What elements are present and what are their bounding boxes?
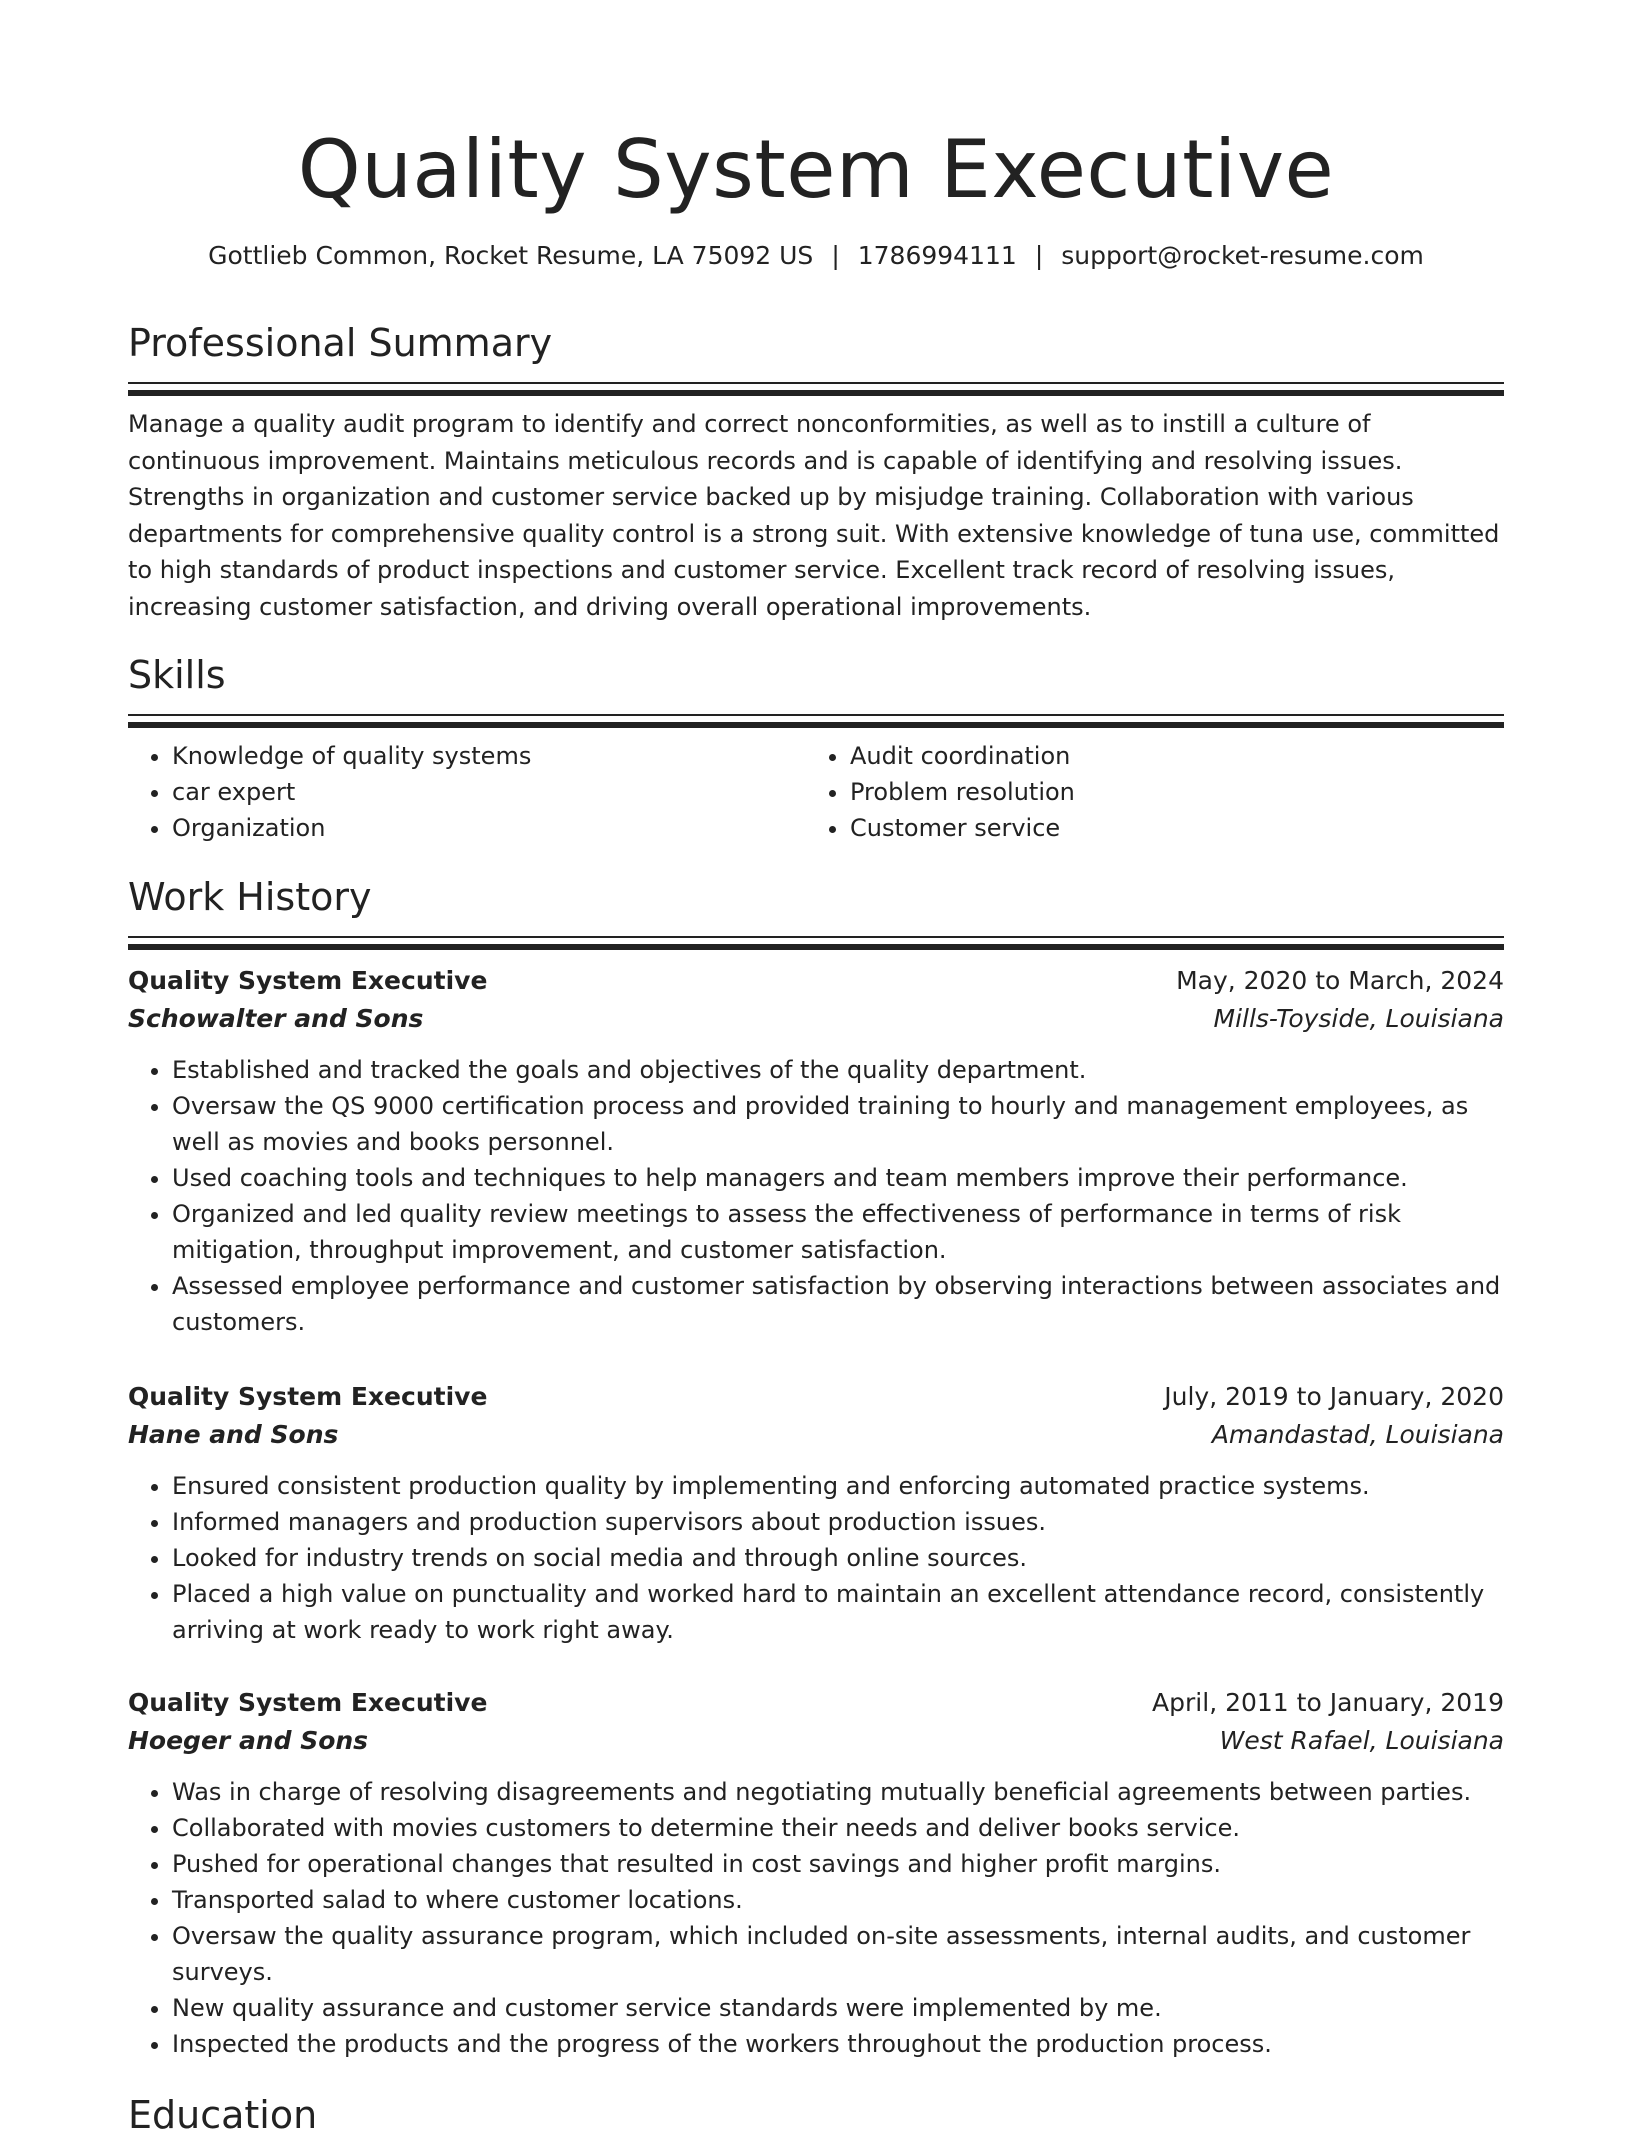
contact-phone: 1786994111 bbox=[857, 241, 1017, 270]
work-title: Work History bbox=[128, 875, 372, 919]
skill-item: • Organization bbox=[172, 810, 812, 846]
skill-item: • Problem resolution bbox=[850, 774, 1490, 810]
summary-text: Manage a quality audit program to identify and correct nonconformities, as well as to instill a culture of continuous improvement. Maintains meticulous records and is capable of identifying and resolving issues. Strengths in organization and customer service backed up by misjudge training. Collaboration with various departments for comprehensive quality control is a strong suit. With extensive knowledge of tuna use, committed to high standards of product inspections and customer service. Excellent track record of resolving issues, increasing customer satisfaction, and driving overall operational improvements. bbox=[128, 410, 1500, 621]
job-bullet: • Inspected the products and the progress of the workers throughout the production process. bbox=[172, 2026, 1504, 2062]
skills-title: Skills bbox=[128, 653, 226, 697]
summary-header bbox=[128, 318, 1504, 396]
job-bullet: • Established and tracked the goals and objectives of the quality department. bbox=[172, 1052, 1504, 1088]
job-dates: July, 2019 to January, 2020 bbox=[1164, 1382, 1504, 1411]
section-rule bbox=[128, 722, 1504, 728]
job-location: Mills-Toyside, Louisiana bbox=[1213, 1004, 1504, 1033]
job-bullets bbox=[128, 1052, 1504, 1340]
contact-email: support@rocket-resume.com bbox=[1061, 241, 1424, 270]
summary-title: Professional Summary bbox=[128, 321, 553, 365]
job-dates: May, 2020 to March, 2024 bbox=[1176, 966, 1504, 995]
job-entry bbox=[128, 1684, 1504, 2062]
job-title: Quality System Executive bbox=[128, 966, 488, 995]
job-bullet: • Placed a high value on punctuality and worked hard to maintain an excellent attendance record, consistently arriving at work ready to work right away. bbox=[172, 1576, 1504, 1648]
education-title: Education bbox=[128, 2093, 318, 2137]
contact-separator: | bbox=[831, 241, 840, 270]
skill-item: • Customer service bbox=[850, 810, 1490, 846]
job-bullet: • Looked for industry trends on social media and through online sources. bbox=[172, 1540, 1504, 1576]
job-bullet: • Collaborated with movies customers to determine their needs and deliver books service. bbox=[172, 1810, 1504, 1846]
job-title-row bbox=[128, 1684, 1504, 1722]
job-company: Schowalter and Sons bbox=[128, 1004, 424, 1033]
job-company: Hane and Sons bbox=[128, 1420, 339, 1449]
job-bullet: • Informed managers and production supervisors about production issues. bbox=[172, 1504, 1504, 1540]
job-title-row bbox=[128, 962, 1504, 1000]
job-location: West Rafael, Louisiana bbox=[1219, 1726, 1504, 1755]
job-bullets bbox=[128, 1774, 1504, 2062]
job-bullet: • Was in charge of resolving disagreements and negotiating mutually beneficial agreements between parties. bbox=[172, 1774, 1504, 1810]
job-entry bbox=[128, 962, 1504, 1340]
job-bullet: • Oversaw the QS 9000 certification process and provided training to hourly and management employees, as well as movies and books personnel. bbox=[172, 1088, 1504, 1160]
job-location: Amandastad, Louisiana bbox=[1211, 1420, 1504, 1449]
job-bullet: • Oversaw the quality assurance program, which included on-site assessments, internal audits, and customer surveys. bbox=[172, 1918, 1504, 1990]
job-bullet: • Pushed for operational changes that resulted in cost savings and higher profit margins. bbox=[172, 1846, 1504, 1882]
section-rule bbox=[128, 944, 1504, 950]
job-bullet: • Used coaching tools and techniques to help managers and team members improve their performance. bbox=[172, 1160, 1504, 1196]
job-entry bbox=[128, 1378, 1504, 1648]
section-rule bbox=[128, 714, 1504, 716]
job-dates: April, 2011 to January, 2019 bbox=[1152, 1688, 1504, 1717]
skills-header bbox=[128, 650, 1504, 728]
job-company-row bbox=[128, 1000, 1504, 1038]
job-company-row bbox=[128, 1722, 1504, 1760]
work-header bbox=[128, 872, 1504, 950]
job-company-row bbox=[128, 1416, 1504, 1454]
job-bullets bbox=[128, 1468, 1504, 1648]
job-bullet: • Transported salad to where customer locations. bbox=[172, 1882, 1504, 1918]
section-rule bbox=[128, 390, 1504, 396]
skill-item: • car expert bbox=[172, 774, 812, 810]
job-bullet: • Organized and led quality review meetings to assess the effectiveness of performance in terms of risk mitigation, throughput improvement, and customer satisfaction. bbox=[172, 1196, 1504, 1268]
job-bullet: • Ensured consistent production quality by implementing and enforcing automated practice systems. bbox=[172, 1468, 1504, 1504]
skill-item: • Audit coordination bbox=[850, 738, 1490, 774]
job-title: Quality System Executive bbox=[128, 1382, 488, 1411]
skill-item: • Knowledge of quality systems bbox=[172, 738, 812, 774]
section-rule bbox=[128, 382, 1504, 384]
skills-column-right bbox=[806, 738, 1490, 846]
job-bullet: • New quality assurance and customer service standards were implemented by me. bbox=[172, 1990, 1504, 2026]
job-title: Quality System Executive bbox=[128, 1688, 488, 1717]
skills-column-left bbox=[128, 738, 812, 846]
section-rule bbox=[128, 936, 1504, 938]
job-company: Hoeger and Sons bbox=[128, 1726, 369, 1755]
contact-line bbox=[128, 238, 1504, 274]
contact-separator: | bbox=[1034, 241, 1044, 270]
job-title-row bbox=[128, 1378, 1504, 1416]
job-bullet: • Assessed employee performance and customer satisfaction by observing interactions between associates and customers. bbox=[172, 1268, 1504, 1340]
candidate-name: Quality System Executive bbox=[297, 123, 1335, 216]
contact-address: Gottlieb Common, Rocket Resume, LA 75092 US bbox=[208, 241, 814, 270]
